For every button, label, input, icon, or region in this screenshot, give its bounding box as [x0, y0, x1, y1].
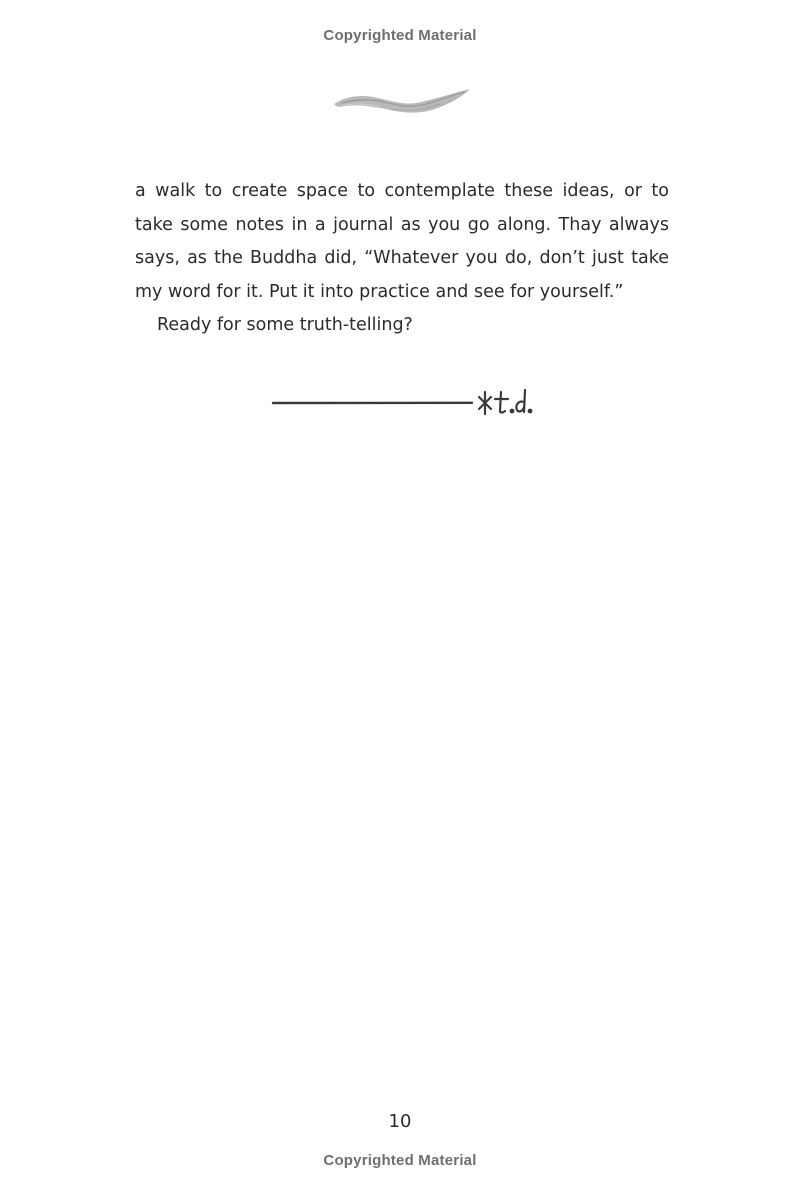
- copyright-header: Copyrighted Material: [323, 27, 477, 44]
- paragraph: Ready for some truth-telling?: [157, 315, 413, 335]
- paragraph: a walk to create space to contemplate these ideas, or to take some notes in a journal as you go along. Thay always says, as the Buddha did, “Whatever you do, don’t just take my word for it. Put it into practice and see for yourself.”: [135, 181, 669, 302]
- brush-stroke-ornament-icon: [332, 86, 472, 118]
- page-number: 10: [388, 1111, 412, 1132]
- body-text: [135, 175, 669, 343]
- copyright-footer: Copyrighted Material: [323, 1152, 477, 1169]
- handwritten-signature-icon: [270, 384, 535, 420]
